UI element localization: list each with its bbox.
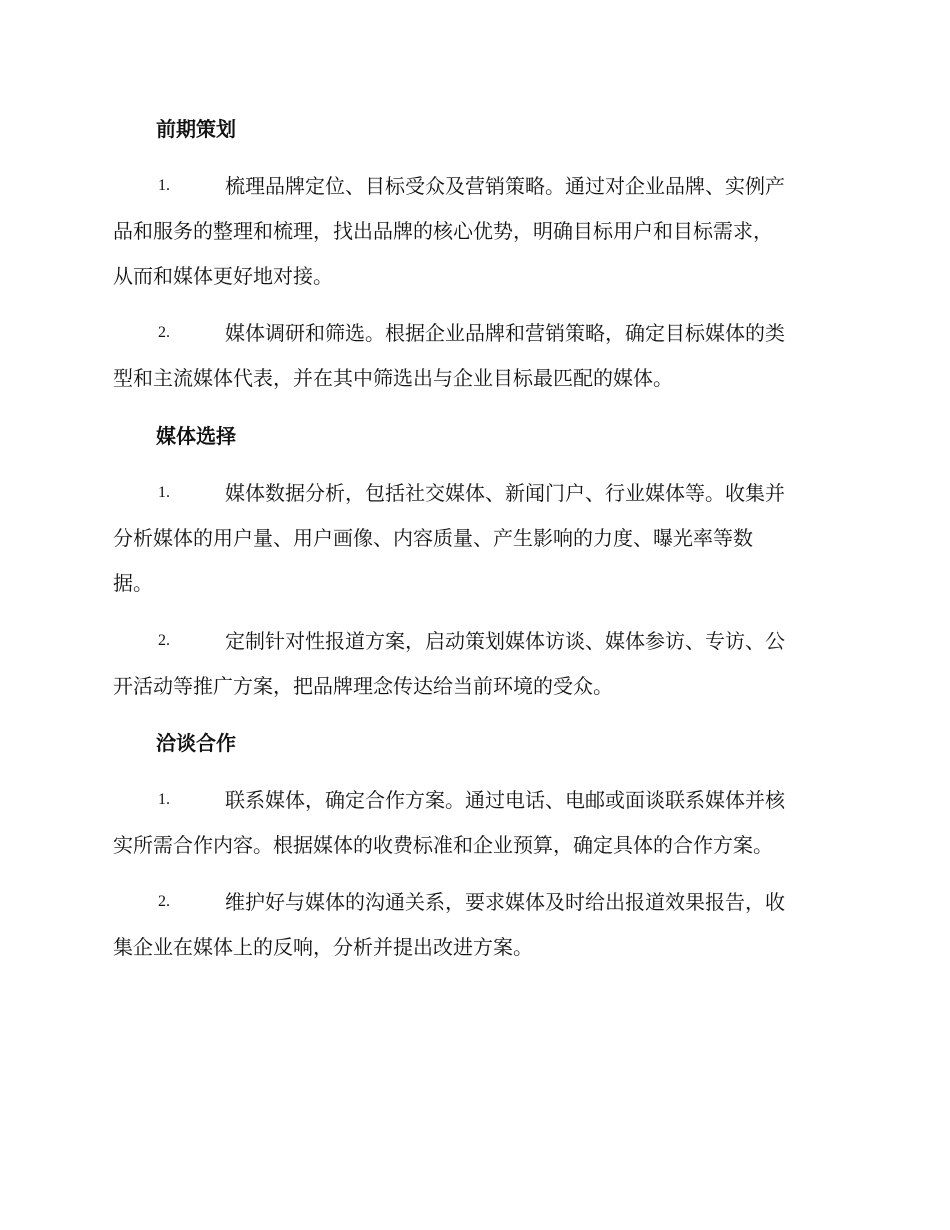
paragraph-line: 维护好与媒体的沟通关系，要求媒体及时给出报道效果报告，收 [225,890,785,914]
paragraph-line: 实所需合作内容。根据媒体的收费标准和企业预算，确定具体的合作方案。 [113,833,773,857]
section-heading: 媒体选择 [156,424,236,448]
paragraph-line: 分析媒体的用户量、用户画像、内容质量、产生影响的力度、曝光率等数 [113,526,753,550]
paragraph-line: 媒体数据分析，包括社交媒体、新闻门户、行业媒体等。收集并 [225,481,785,505]
paragraph-line: 媒体调研和筛选。根据企业品牌和营销策略，确定目标媒体的类 [225,321,785,345]
paragraph-line: 开活动等推广方案，把品牌理念传达给当前环境的受众。 [113,674,613,698]
list-number: 2. [158,632,170,649]
list-number: 1. [158,484,170,501]
section-heading: 洽谈合作 [156,731,236,755]
paragraph-line: 据。 [113,571,153,595]
paragraph-line: 集企业在媒体上的反响，分析并提出改进方案。 [113,935,533,959]
paragraph-line: 定制针对性报道方案，启动策划媒体访谈、媒体参访、专访、公 [225,629,785,653]
paragraph-line: 梳理品牌定位、目标受众及营销策略。通过对企业品牌、实例产 [225,174,785,198]
list-number: 1. [158,177,170,194]
paragraph-line: 品和服务的整理和梳理，找出品牌的核心优势，明确目标用户和目标需求， [113,219,773,243]
section-heading: 前期策划 [156,117,236,141]
list-number: 2. [158,893,170,910]
list-number: 1. [158,791,170,808]
paragraph-line: 从而和媒体更好地对接。 [113,264,333,288]
paragraph-line: 联系媒体，确定合作方案。通过电话、电邮或面谈联系媒体并核 [225,788,785,812]
paragraph-line: 型和主流媒体代表，并在其中筛选出与企业目标最匹配的媒体。 [113,366,673,390]
list-number: 2. [158,324,170,341]
